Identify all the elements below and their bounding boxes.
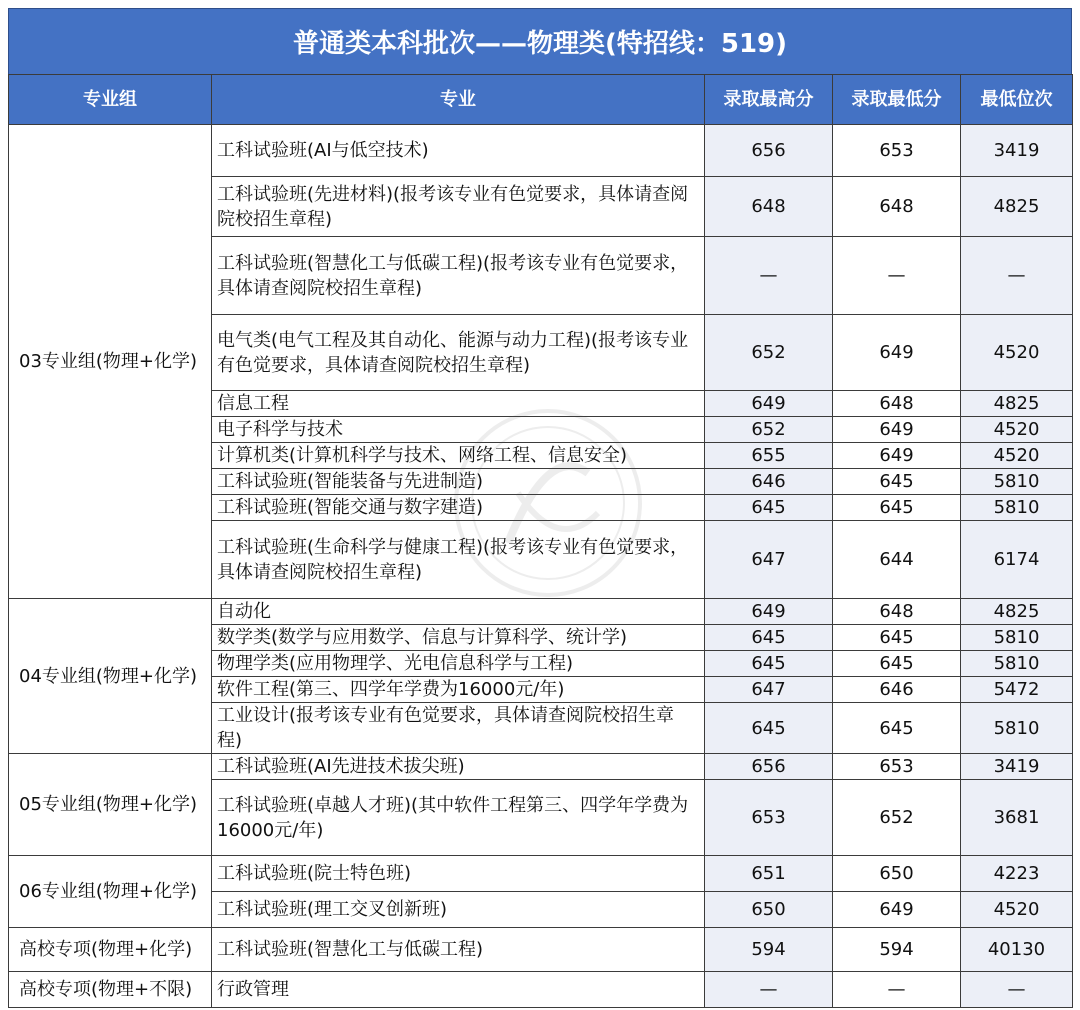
max-score-cell: 656 <box>705 125 833 177</box>
min-score-cell: — <box>833 237 961 315</box>
major-cell: 计算机类(计算机科学与技术、网络工程、信息安全) <box>212 443 705 469</box>
max-score-cell: 652 <box>705 417 833 443</box>
min-score-cell: 645 <box>833 469 961 495</box>
min-rank-cell: — <box>961 972 1073 1008</box>
min-rank-cell: 6174 <box>961 521 1073 599</box>
max-score-cell: 645 <box>705 651 833 677</box>
min-rank-cell: 5810 <box>961 625 1073 651</box>
max-score-cell: 647 <box>705 677 833 703</box>
min-rank-cell: 4825 <box>961 177 1073 237</box>
group-cell: 06专业组(物理+化学) <box>9 856 212 928</box>
max-score-cell: — <box>705 972 833 1008</box>
group-cell: 04专业组(物理+化学) <box>9 599 212 754</box>
major-cell: 工科试验班(AI与低空技术) <box>212 125 705 177</box>
min-rank-cell: 5810 <box>961 651 1073 677</box>
max-score-cell: 656 <box>705 754 833 780</box>
min-rank-cell: 40130 <box>961 928 1073 972</box>
header-major: 专业 <box>212 75 705 125</box>
min-rank-cell: 5810 <box>961 703 1073 754</box>
table-row <box>9 599 1073 625</box>
major-cell: 工科试验班(智慧化工与低碳工程)(报考该专业有色觉要求，具体请查阅院校招生章程) <box>212 237 705 315</box>
min-rank-cell: 3681 <box>961 780 1073 856</box>
min-score-cell: — <box>833 972 961 1008</box>
max-score-cell: 649 <box>705 391 833 417</box>
min-score-cell: 649 <box>833 315 961 391</box>
major-cell: 信息工程 <box>212 391 705 417</box>
min-score-cell: 644 <box>833 521 961 599</box>
min-score-cell: 648 <box>833 391 961 417</box>
min-rank-cell: 4520 <box>961 892 1073 928</box>
max-score-cell: 650 <box>705 892 833 928</box>
table-row <box>9 754 1073 780</box>
major-cell: 工科试验班(智能交通与数字建造) <box>212 495 705 521</box>
major-cell: 工业设计(报考该专业有色觉要求，具体请查阅院校招生章程) <box>212 703 705 754</box>
max-score-cell: 647 <box>705 521 833 599</box>
major-cell: 工科试验班(AI先进技术拔尖班) <box>212 754 705 780</box>
table-row <box>9 856 1073 892</box>
min-rank-cell: — <box>961 237 1073 315</box>
max-score-cell: 645 <box>705 625 833 651</box>
min-rank-cell: 5472 <box>961 677 1073 703</box>
admission-score-table <box>8 74 1073 1008</box>
header-group: 专业组 <box>9 75 212 125</box>
min-score-cell: 645 <box>833 703 961 754</box>
table-header-row <box>9 75 1073 125</box>
major-cell: 数学类(数学与应用数学、信息与计算科学、统计学) <box>212 625 705 651</box>
min-rank-cell: 3419 <box>961 125 1073 177</box>
min-rank-cell: 4520 <box>961 315 1073 391</box>
header-max-score: 录取最高分 <box>705 75 833 125</box>
min-score-cell: 653 <box>833 754 961 780</box>
min-score-cell: 646 <box>833 677 961 703</box>
min-rank-cell: 4520 <box>961 443 1073 469</box>
group-cell: 高校专项(物理+不限) <box>9 972 212 1008</box>
min-rank-cell: 4520 <box>961 417 1073 443</box>
min-score-cell: 648 <box>833 599 961 625</box>
min-score-cell: 652 <box>833 780 961 856</box>
max-score-cell: 649 <box>705 599 833 625</box>
group-cell: 03专业组(物理+化学) <box>9 125 212 599</box>
header-min-score: 录取最低分 <box>833 75 961 125</box>
max-score-cell: 651 <box>705 856 833 892</box>
table-title: 普通类本科批次——物理类(特招线：519) <box>8 8 1072 74</box>
major-cell: 电气类(电气工程及其自动化、能源与动力工程)(报考该专业有色觉要求，具体请查阅院校招生章程) <box>212 315 705 391</box>
table-row <box>9 972 1073 1008</box>
min-score-cell: 649 <box>833 443 961 469</box>
table-row <box>9 928 1073 972</box>
major-cell: 工科试验班(智慧化工与低碳工程) <box>212 928 705 972</box>
major-cell: 工科试验班(院士特色班) <box>212 856 705 892</box>
group-cell: 05专业组(物理+化学) <box>9 754 212 856</box>
max-score-cell: — <box>705 237 833 315</box>
table-body <box>9 125 1073 1008</box>
min-score-cell: 645 <box>833 495 961 521</box>
max-score-cell: 653 <box>705 780 833 856</box>
major-cell: 软件工程(第三、四学年学费为16000元/年) <box>212 677 705 703</box>
min-score-cell: 648 <box>833 177 961 237</box>
major-cell: 工科试验班(理工交叉创新班) <box>212 892 705 928</box>
major-cell: 工科试验班(先进材料)(报考该专业有色觉要求，具体请查阅院校招生章程) <box>212 177 705 237</box>
min-rank-cell: 5810 <box>961 469 1073 495</box>
max-score-cell: 646 <box>705 469 833 495</box>
admission-score-table-container <box>8 8 1072 1008</box>
min-rank-cell: 4223 <box>961 856 1073 892</box>
max-score-cell: 594 <box>705 928 833 972</box>
major-cell: 行政管理 <box>212 972 705 1008</box>
min-score-cell: 649 <box>833 417 961 443</box>
major-cell: 物理学类(应用物理学、光电信息科学与工程) <box>212 651 705 677</box>
table-row <box>9 125 1073 177</box>
min-rank-cell: 3419 <box>961 754 1073 780</box>
max-score-cell: 645 <box>705 495 833 521</box>
min-rank-cell: 4825 <box>961 391 1073 417</box>
max-score-cell: 648 <box>705 177 833 237</box>
major-cell: 工科试验班(卓越人才班)(其中软件工程第三、四学年学费为16000元/年) <box>212 780 705 856</box>
major-cell: 工科试验班(生命科学与健康工程)(报考该专业有色觉要求，具体请查阅院校招生章程) <box>212 521 705 599</box>
header-min-rank: 最低位次 <box>961 75 1073 125</box>
min-score-cell: 645 <box>833 651 961 677</box>
min-rank-cell: 5810 <box>961 495 1073 521</box>
group-cell: 高校专项(物理+化学) <box>9 928 212 972</box>
major-cell: 电子科学与技术 <box>212 417 705 443</box>
min-score-cell: 645 <box>833 625 961 651</box>
max-score-cell: 655 <box>705 443 833 469</box>
min-score-cell: 594 <box>833 928 961 972</box>
min-score-cell: 649 <box>833 892 961 928</box>
max-score-cell: 652 <box>705 315 833 391</box>
min-rank-cell: 4825 <box>961 599 1073 625</box>
min-score-cell: 653 <box>833 125 961 177</box>
max-score-cell: 645 <box>705 703 833 754</box>
min-score-cell: 650 <box>833 856 961 892</box>
major-cell: 工科试验班(智能装备与先进制造) <box>212 469 705 495</box>
major-cell: 自动化 <box>212 599 705 625</box>
